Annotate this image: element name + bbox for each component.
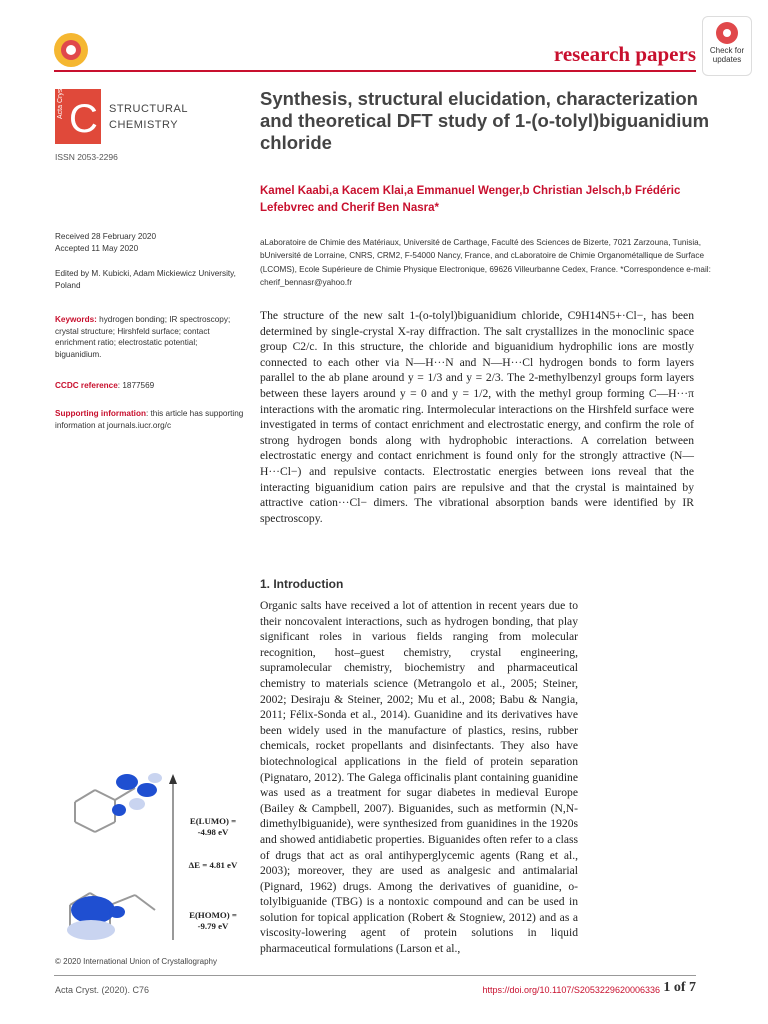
doi-link[interactable]: https://doi.org/10.1107/S2053229620006336: [482, 985, 660, 995]
supp-text: : this article has supporting information at journals.iucr.org/c: [55, 409, 244, 430]
introduction-body: Organic salts have received a lot of attention in recent years due to their noncovalent interactions, such as hydrogen bonding, that play significant roles in various fields ranging from molecular recognition, host–guest chemistry, crystal engineering, supramolecular chemistry, biochemistry and pharmaceutical chemistry to materials science (Metrangolo et al., 2005; Steiner, 2002; Desiraju & Steiner, 2002; Mu et al., 2008; Babu & Nangia, 2011; Félix-Sonda et al., 2014). Guanidine and its derivatives have been widely used in the manufacture of plastics, resins, rubber chemicals, rocket propellants and disinfectants. They also have biotechnological applications in the field of protein separation (Pignataro, 2012). The Galega officinalis plant containing guanidine was used as a treatment for sugar diabetes in medieval Europe (Bailey & Campbell, 2007). Biguanides, such as metformin (N,N-dimethylbiguanide), were synthesized from guanidines in the 1920s and showed antidiabetic properties. Biguanides often refer to a class of drugs that act as oral antihyperglycemic agents (Rang et al., 2003); moreover, they are used as analgesic and antimalarial (Pignard, 1962) drugs. Among the derivatives of guanidine, o-tolylbiguanide (TBG) is a nontoxic compound and can be used in solution for topical application (Robert & Stogniew, 2012) and as a viscosity-lowering agent of protein solutions in liquid pharmaceutical formulations (Larson et al.,: [260, 599, 578, 956]
ccdc-reference: [55, 380, 245, 392]
footer-citation: Acta Cryst. (2020). C76: [55, 985, 150, 995]
supp-label[interactable]: Supporting information: [55, 409, 146, 418]
lumo-label-line2: -4.98 eV: [197, 827, 229, 837]
keywords-label: Keywords:: [55, 315, 97, 324]
toc-graphic: [55, 760, 245, 955]
journal-name-line2: CHEMISTRY: [109, 119, 179, 131]
keywords: [55, 314, 245, 360]
lumo-label-line1: E(LUMO) =: [189, 816, 237, 826]
section-label: research papers: [553, 42, 696, 66]
article-authors: Kamel Kaabi,a Kacem Klai,a Emmanuel Wenger,b Christian Jelsch,b Frédéric Lefebvrec and Cherif Ben Nasra*: [260, 185, 681, 214]
homo-label-line2: -9.79 eV: [197, 921, 229, 931]
logo-small-text: Acta Cryst: [57, 86, 64, 119]
keywords-text: hydrogen bonding; IR spectroscopy; crystal structure; Hirshfeld surface; contact enrichment ratio; electrostatic potential; biguanidium.: [55, 315, 231, 359]
accepted-date: Accepted 11 May 2020: [55, 243, 139, 253]
page-number: 1 of 7: [663, 980, 696, 995]
journal-logo: [55, 86, 101, 144]
journal-name-line1: STRUCTURAL: [109, 103, 188, 115]
issn: ISSN 2053-2296: [55, 152, 118, 162]
article-dates: [55, 231, 245, 254]
journal-name: [109, 101, 188, 133]
gap-label: ΔE = 4.81 eV: [188, 860, 238, 870]
abstract: The structure of the new salt 1-(o-tolyl)biguanidium chloride, C9H14N5+·Cl−, has been determined by single-crystal X-ray diffraction. The salt crystallizes in the monoclinic space group C2/c. In this structure, the chloride and biguanidium hydrophilic ions are mostly connected to each other via N—H···N and N—H···Cl hydrogen bonds to form layers parallel to the ab plane around y = 1/3 and y = 2/3. The 2-methylbenzyl groups form layers between these layers around y = 0 and y = 1/2, with the methyl group forming C—H···π interactions with the aromatic ring. Intermolecular interactions on the Hirshfeld surface were investigated in terms of contact enrichment and electrostatic energy, and confirm the role of strong hydrogen bonds along with hydrophobic interactions. A correlation between electrostatic energy and contact enrichment is found only for the strongly attractive (N—H···Cl−) and repulsive contacts. Electrostatic energies between ions reveal that the interacting biguanidium cation pairs are repulsive and that the crystal is maintained by attractive cation···Cl− dimers. The vibrational absorption bands were identified by IR spectroscopy.: [260, 309, 694, 525]
copyright: © 2020 International Union of Crystallography: [55, 957, 217, 966]
supporting-information: [55, 408, 245, 431]
introduction-heading: 1. Introduction: [260, 577, 344, 591]
homo-molecule: [67, 893, 155, 940]
check-for-updates-button[interactable]: [702, 16, 752, 76]
footer-rule: [54, 975, 696, 976]
ccdc-value: : 1877569: [117, 381, 155, 390]
journal-badge-icon: [54, 33, 88, 67]
logo-letter: C: [69, 97, 98, 141]
article-title: Synthesis, structural elucidation, characterization and theoretical DFT study of 1-(o-tolyl)biguanidium chloride: [260, 88, 710, 153]
homo-label-line1: E(HOMO) =: [189, 910, 237, 920]
article-affiliations: aLaboratoire de Chimie des Matériaux, Université de Carthage, Faculté des Sciences de Bizerte, 7021 Zarzouna, Tunisia, bUniversité de Lorraine, CNRS, CRM2, F-54000 Nancy, France, and cLaboratoire de Chimie Organométallique de Surface (LCOMS), Ecole Supérieure de Chimie Physique Electronique, 69626 Villeurbanne Cedex, France. *Correspondence e-mail: cherif_bennasr@yahoo.fr: [260, 238, 711, 287]
received-date: Received 28 February 2020: [55, 232, 157, 241]
edited-by: Edited by M. Kubicki, Adam Mickiewicz University, Poland: [55, 269, 236, 290]
header-rule: [54, 70, 696, 72]
check-updates-icon: [716, 22, 738, 44]
ccdc-label[interactable]: CCDC reference: [55, 381, 118, 390]
lumo-molecule: [75, 773, 162, 832]
lumo-label: [181, 816, 245, 838]
homo-label: [181, 910, 245, 932]
check-updates-line1: Check for: [709, 46, 745, 55]
check-updates-line2: updates: [712, 55, 742, 64]
